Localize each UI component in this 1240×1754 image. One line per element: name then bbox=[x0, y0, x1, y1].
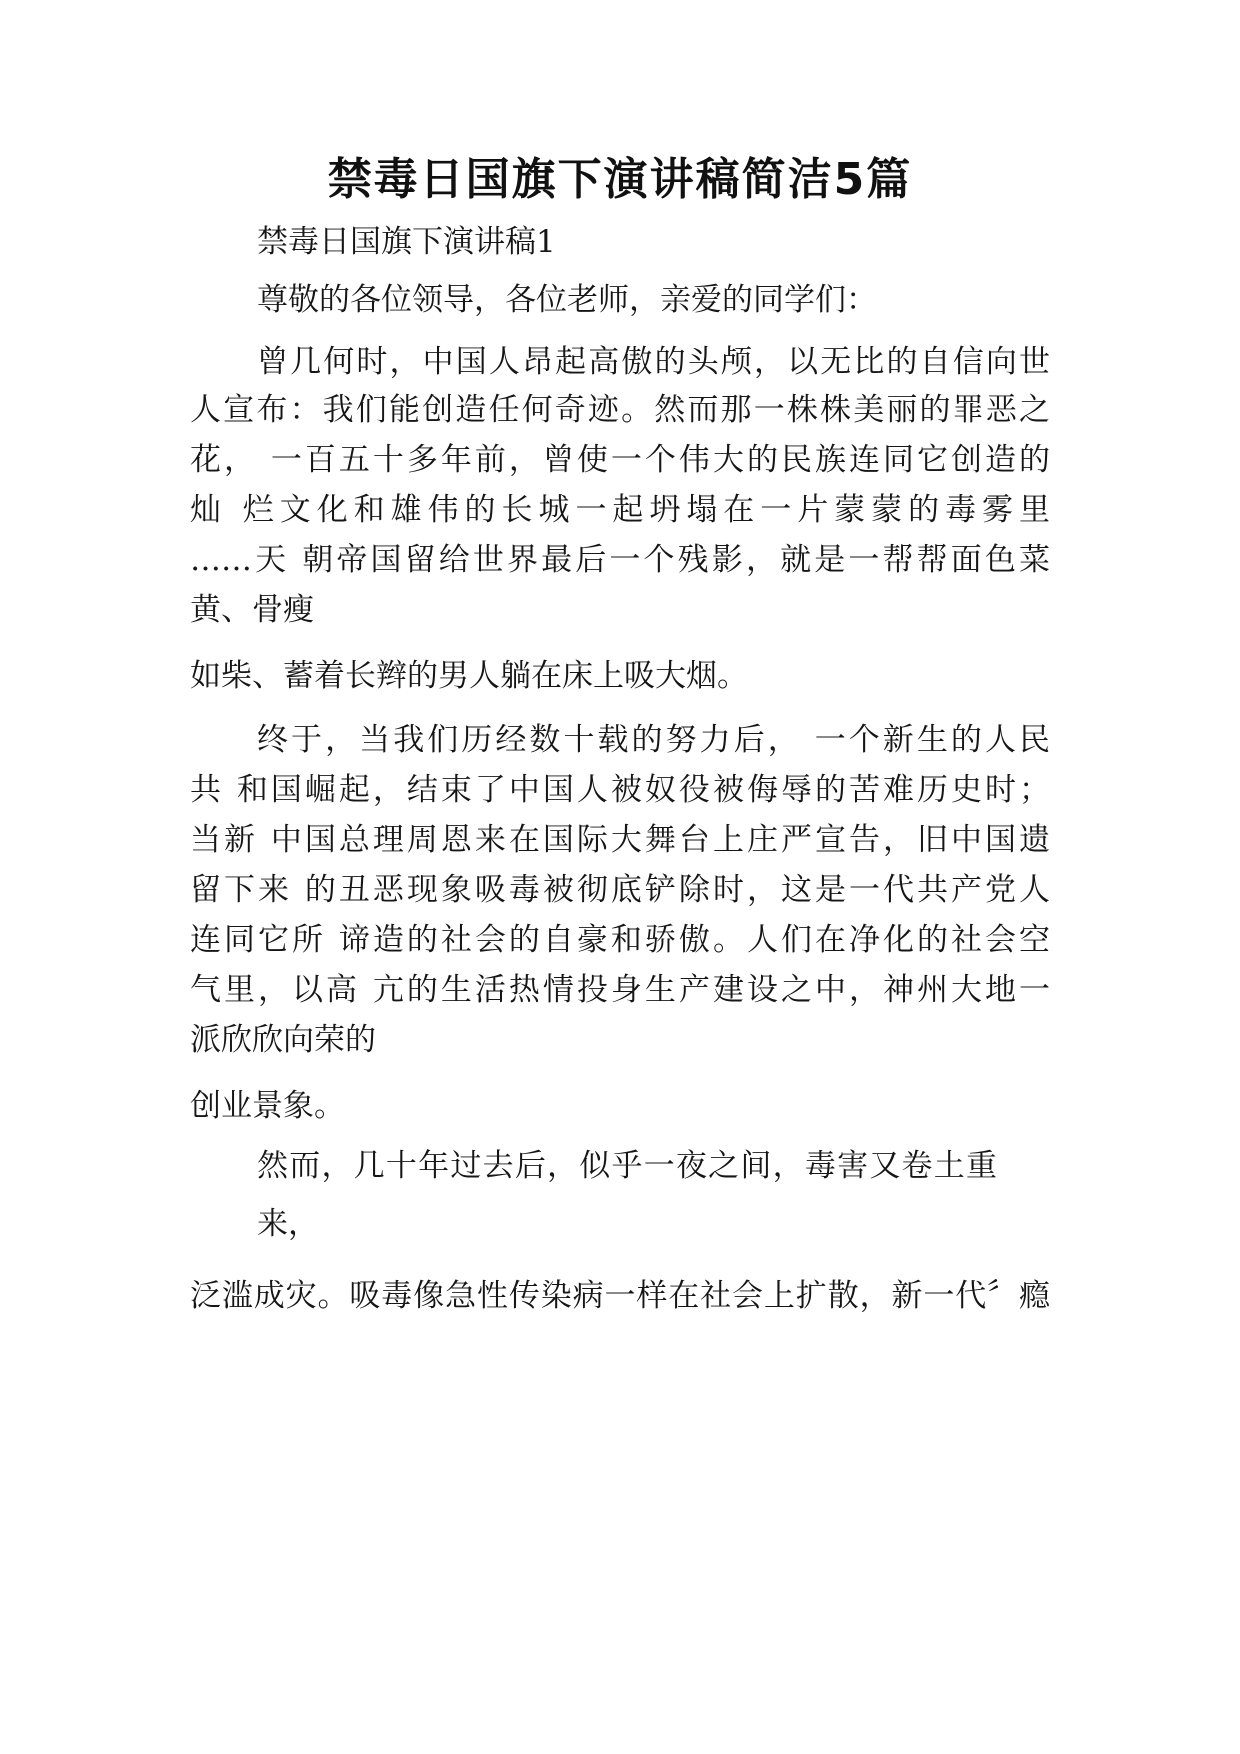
paragraph-line: 花， 一百五十多年前，曾使一个伟大的民族连同它创造的 bbox=[190, 442, 1050, 478]
paragraph-line: 来， bbox=[257, 1206, 319, 1242]
paragraph-line: 如柴、蓄着长辫的男人躺在床上吸大烟。 bbox=[190, 658, 748, 694]
paragraph-line: ……天 朝帝国留给世界最后一个残影，就是一帮帮面色菜 bbox=[190, 542, 1050, 578]
subtitle-line: 禁毒日国旗下演讲稿1 bbox=[257, 224, 556, 260]
document-title: 禁毒日国旗下演讲稿简洁5篇 bbox=[327, 154, 913, 205]
paragraph-line: 共 和国崛起，结束了中国人被奴役被侮辱的苦难历史时； bbox=[190, 772, 1050, 808]
paragraph-line: 然而，几十年过去后，似乎一夜之间，毒害又卷土重 bbox=[257, 1148, 997, 1184]
paragraph-line: 泛滥成灾。吸毒像急性传染病一样在社会上扩散，新一代〞瘾 bbox=[190, 1278, 1050, 1314]
paragraph-line: 灿 烂文化和雄伟的长城一起坍塌在一片蒙蒙的毒雾里 bbox=[190, 492, 1050, 528]
paragraph-line: 留下来 的丑恶现象吸毒被彻底铲除时，这是一代共产党人 bbox=[190, 872, 1050, 908]
paragraph-line: 派欣欣向荣的 bbox=[190, 1022, 376, 1058]
paragraph-line: 曾几何时，中国人昂起高傲的头颅，以无比的自信向世 bbox=[257, 344, 1050, 380]
paragraph-line: 当新 中国总理周恩来在国际大舞台上庄严宣告，旧中国遗 bbox=[190, 822, 1050, 858]
paragraph-line: 人宣布：我们能创造任何奇迹。然而那一株株美丽的罪恶之 bbox=[190, 392, 1050, 428]
paragraph-line: 终于，当我们历经数十载的努力后， 一个新生的人民 bbox=[257, 722, 1050, 758]
paragraph-line: 气里，以高 亢的生活热情投身生产建设之中，神州大地一 bbox=[190, 972, 1050, 1008]
salutation-line: 尊敬的各位领导，各位老师，亲爱的同学们： bbox=[257, 282, 877, 318]
paragraph-line: 黄、骨瘦 bbox=[190, 592, 314, 628]
paragraph-line: 连同它所 谛造的社会的自豪和骄傲。人们在净化的社会空 bbox=[190, 922, 1050, 958]
paragraph-line: 创业景象。 bbox=[190, 1088, 345, 1124]
